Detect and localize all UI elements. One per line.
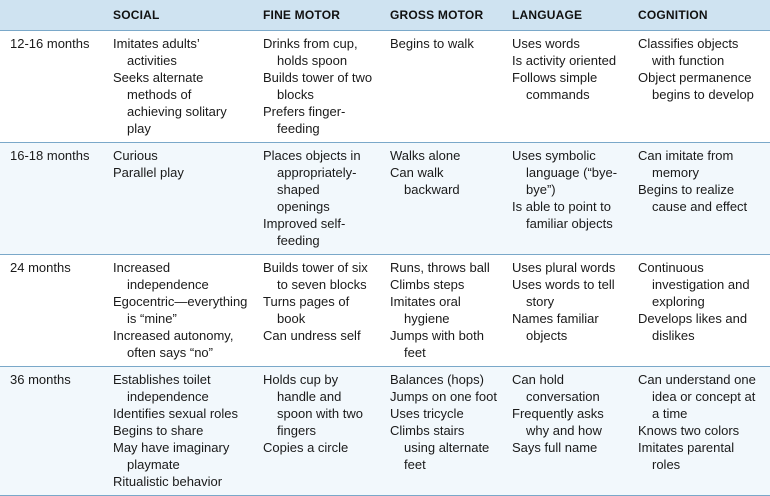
cell-item: Jumps on one foot (390, 388, 497, 404)
cell-item: Prefers finger-feeding (263, 103, 346, 136)
cell-item: Builds tower of two blocks (263, 69, 373, 102)
cell-item: Can hold conversation (512, 371, 600, 404)
fine-motor-cell (255, 142, 382, 254)
social-cell (105, 366, 255, 495)
cell-item: Develops likes and dislikes (638, 310, 748, 343)
cell-item: Object permanence begins to develop (638, 69, 754, 102)
age-cell: 24 months (10, 259, 71, 275)
social-cell (105, 30, 255, 142)
header-fine-motor: FINE MOTOR (263, 7, 341, 22)
cell-item: Jumps with both feet (390, 327, 484, 360)
cell-item: Uses words (512, 35, 580, 51)
cognition-cell (630, 254, 770, 366)
cell-item: Knows two colors (638, 422, 740, 438)
cell-item: Names familiar objects (512, 310, 599, 343)
cell-item: Begins to realize cause and effect (638, 181, 748, 214)
cell-item: Establishes toilet independence (113, 371, 211, 404)
cell-item: May have imaginary playmate (113, 439, 230, 472)
cognition-cell (630, 30, 770, 142)
cell-item: Can walk backward (390, 164, 460, 197)
cell-item: Imitates parental roles (638, 439, 735, 472)
gross-motor-cell (382, 254, 504, 366)
cell-item: Parallel play (113, 164, 184, 180)
language-cell (504, 366, 630, 495)
cell-item: Places objects in appropriately-shaped openings (263, 147, 361, 214)
cell-item: Imitates oral hygiene (390, 293, 461, 326)
cell-item: Uses words to tell story (512, 276, 615, 309)
cell-item: Uses symbolic language (“bye-bye”) (512, 147, 618, 197)
fine-motor-cell (255, 254, 382, 366)
cell-item: Climbs steps (390, 276, 465, 292)
cell-item: Ritualistic behavior (113, 473, 223, 489)
language-cell (504, 30, 630, 142)
cell-item: Runs, throws ball (390, 259, 490, 275)
cell-item: Increased autonomy, often says “no” (113, 327, 234, 360)
cell-item: Turns pages of book (263, 293, 350, 326)
cognition-cell (630, 366, 770, 495)
cell-item: Continuous investigation and exploring (638, 259, 750, 309)
age-cell: 16-18 months (10, 147, 90, 163)
cell-item: Walks alone (390, 147, 461, 163)
language-cell (504, 254, 630, 366)
cell-item: Is able to point to familiar objects (512, 198, 613, 231)
table-body (0, 30, 770, 495)
cell-item: Imitates adults’ activities (113, 35, 200, 68)
cell-item: Copies a circle (263, 439, 349, 455)
age-cell: 36 months (10, 371, 71, 387)
cell-item: Uses tricycle (390, 405, 464, 421)
fine-motor-cell (255, 30, 382, 142)
gross-motor-cell (382, 30, 504, 142)
cell-item: Says full name (512, 439, 598, 455)
cell-item: Follows simple commands (512, 69, 598, 102)
cell-item: Climbs stairs using alternate feet (390, 422, 490, 472)
table-row (0, 366, 770, 495)
table-row (0, 30, 770, 142)
cell-item: Frequently asks why and how (512, 405, 604, 438)
cell-item: Seeks alternate methods of achieving solitary play (113, 69, 227, 136)
cell-item: Can understand one idea or concept at a time (638, 371, 756, 421)
cell-item: Classifies objects with function (638, 35, 739, 68)
cell-item: Identifies sexual roles (113, 405, 239, 421)
cell-item: Curious (113, 147, 158, 163)
header-language: LANGUAGE (512, 7, 583, 22)
header-cognition: COGNITION (638, 7, 708, 22)
cell-item: Can undress self (263, 327, 361, 343)
cell-item: Is activity oriented (512, 52, 617, 68)
table-row (0, 142, 770, 254)
cell-item: Begins to share (113, 422, 204, 438)
header-age (0, 0, 105, 30)
social-cell (105, 254, 255, 366)
header-gross-motor: GROSS MOTOR (390, 7, 484, 22)
fine-motor-cell (255, 366, 382, 495)
social-cell (105, 142, 255, 254)
cell-item: Increased independence (113, 259, 209, 292)
cell-item: Uses plural words (512, 259, 616, 275)
cognition-cell (630, 142, 770, 254)
cell-item: Balances (hops) (390, 371, 484, 387)
cell-item: Drinks from cup, holds spoon (263, 35, 358, 68)
gross-motor-cell (382, 142, 504, 254)
cell-item: Begins to walk (390, 35, 474, 51)
gross-motor-cell (382, 366, 504, 495)
table-row (0, 254, 770, 366)
cell-item: Holds cup by handle and spoon with two fingers (263, 371, 363, 438)
age-cell: 12-16 months (10, 35, 90, 51)
header-social: SOCIAL (113, 7, 160, 22)
cell-item: Builds tower of six to seven blocks (263, 259, 368, 292)
language-cell (504, 142, 630, 254)
cell-item: Improved self-feeding (263, 215, 346, 248)
table-header-row (0, 0, 770, 30)
cell-item: Egocentric—everything is “mine” (113, 293, 248, 326)
cell-item: Can imitate from memory (638, 147, 734, 180)
